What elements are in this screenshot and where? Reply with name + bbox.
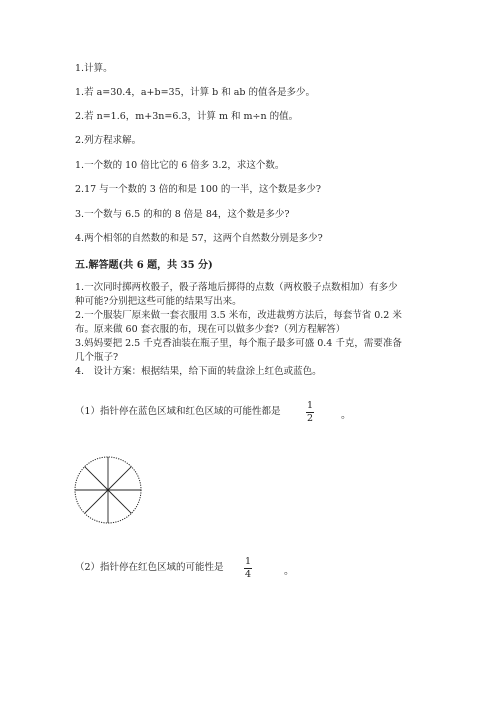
line-6: 3.一个数与 6.5 的和的 8 倍是 84，这个数是多少? (75, 209, 290, 220)
fraction-denominator: 4 (244, 569, 252, 580)
line-2: 2.若 n=1.6，m+3n=6.3，计算 m 和 m÷n 的值。 (75, 111, 299, 122)
sub-question-1-period: 。 (341, 410, 351, 421)
problem-line-6: 4. 设计方案：根据结果，给下面的转盘涂上红色或蓝色。 (75, 366, 322, 377)
line-4: 1.一个数的 10 倍比它的 6 倍多 3.2，求这个数。 (75, 160, 285, 171)
problem-line-2: 2.一个服装厂原来做一套衣服用 3.5 米布，改进裁剪方法后，每套节省 0.2 米 (75, 310, 402, 321)
fraction-one-half (306, 401, 314, 424)
problem-line-0: 1.一次同时掷两枚骰子，骰子落地后掷得的点数（两枚骰子点数相加）有多少 (75, 282, 398, 293)
problem-line-4: 3.妈妈要把 2.5 千克香油装在瓶子里，每个瓶子最多可盛 0.4 千克，需要准备 (75, 338, 402, 349)
sub-question-1: （1）指针停在蓝色区域和红色区域的可能性都是 (75, 406, 281, 417)
spinner-spoke (85, 467, 108, 490)
problem-line-3: 布。原来做 60 套衣服的布，现在可以做多少套?（列方程解答） (75, 324, 346, 335)
problem-line-5: 几个瓶子? (75, 352, 119, 363)
sub-question-2-period: 。 (284, 566, 294, 577)
fraction-denominator: 2 (306, 413, 314, 424)
fraction-numerator: 1 (244, 556, 252, 567)
section-title: 五.解答题(共 6 题，共 35 分) (75, 260, 213, 271)
spinner-spoke (85, 490, 108, 513)
fraction-one-quarter (244, 557, 252, 580)
line-0: 1.计算。 (75, 63, 113, 74)
spinner-spoke (108, 490, 131, 513)
line-3: 2.列方程求解。 (75, 135, 142, 146)
problem-line-1: 种可能?分别把这些可能的结果写出来。 (75, 296, 242, 307)
spinner-spoke (108, 467, 131, 490)
line-5: 2.17 与一个数的 3 倍的和是 100 的一半，这个数是多少? (75, 184, 322, 195)
line-1: 1.若 a=30.4，a+b=35，计算 b 和 ab 的值各是多少。 (75, 87, 316, 98)
line-7: 4.两个相邻的自然数的和是 57，这两个自然数分别是多少? (75, 233, 323, 244)
sub-question-2: （2）指针停在红色区域的可能性是 (75, 562, 224, 573)
spinner-diagram (73, 455, 143, 525)
fraction-numerator: 1 (306, 400, 314, 411)
